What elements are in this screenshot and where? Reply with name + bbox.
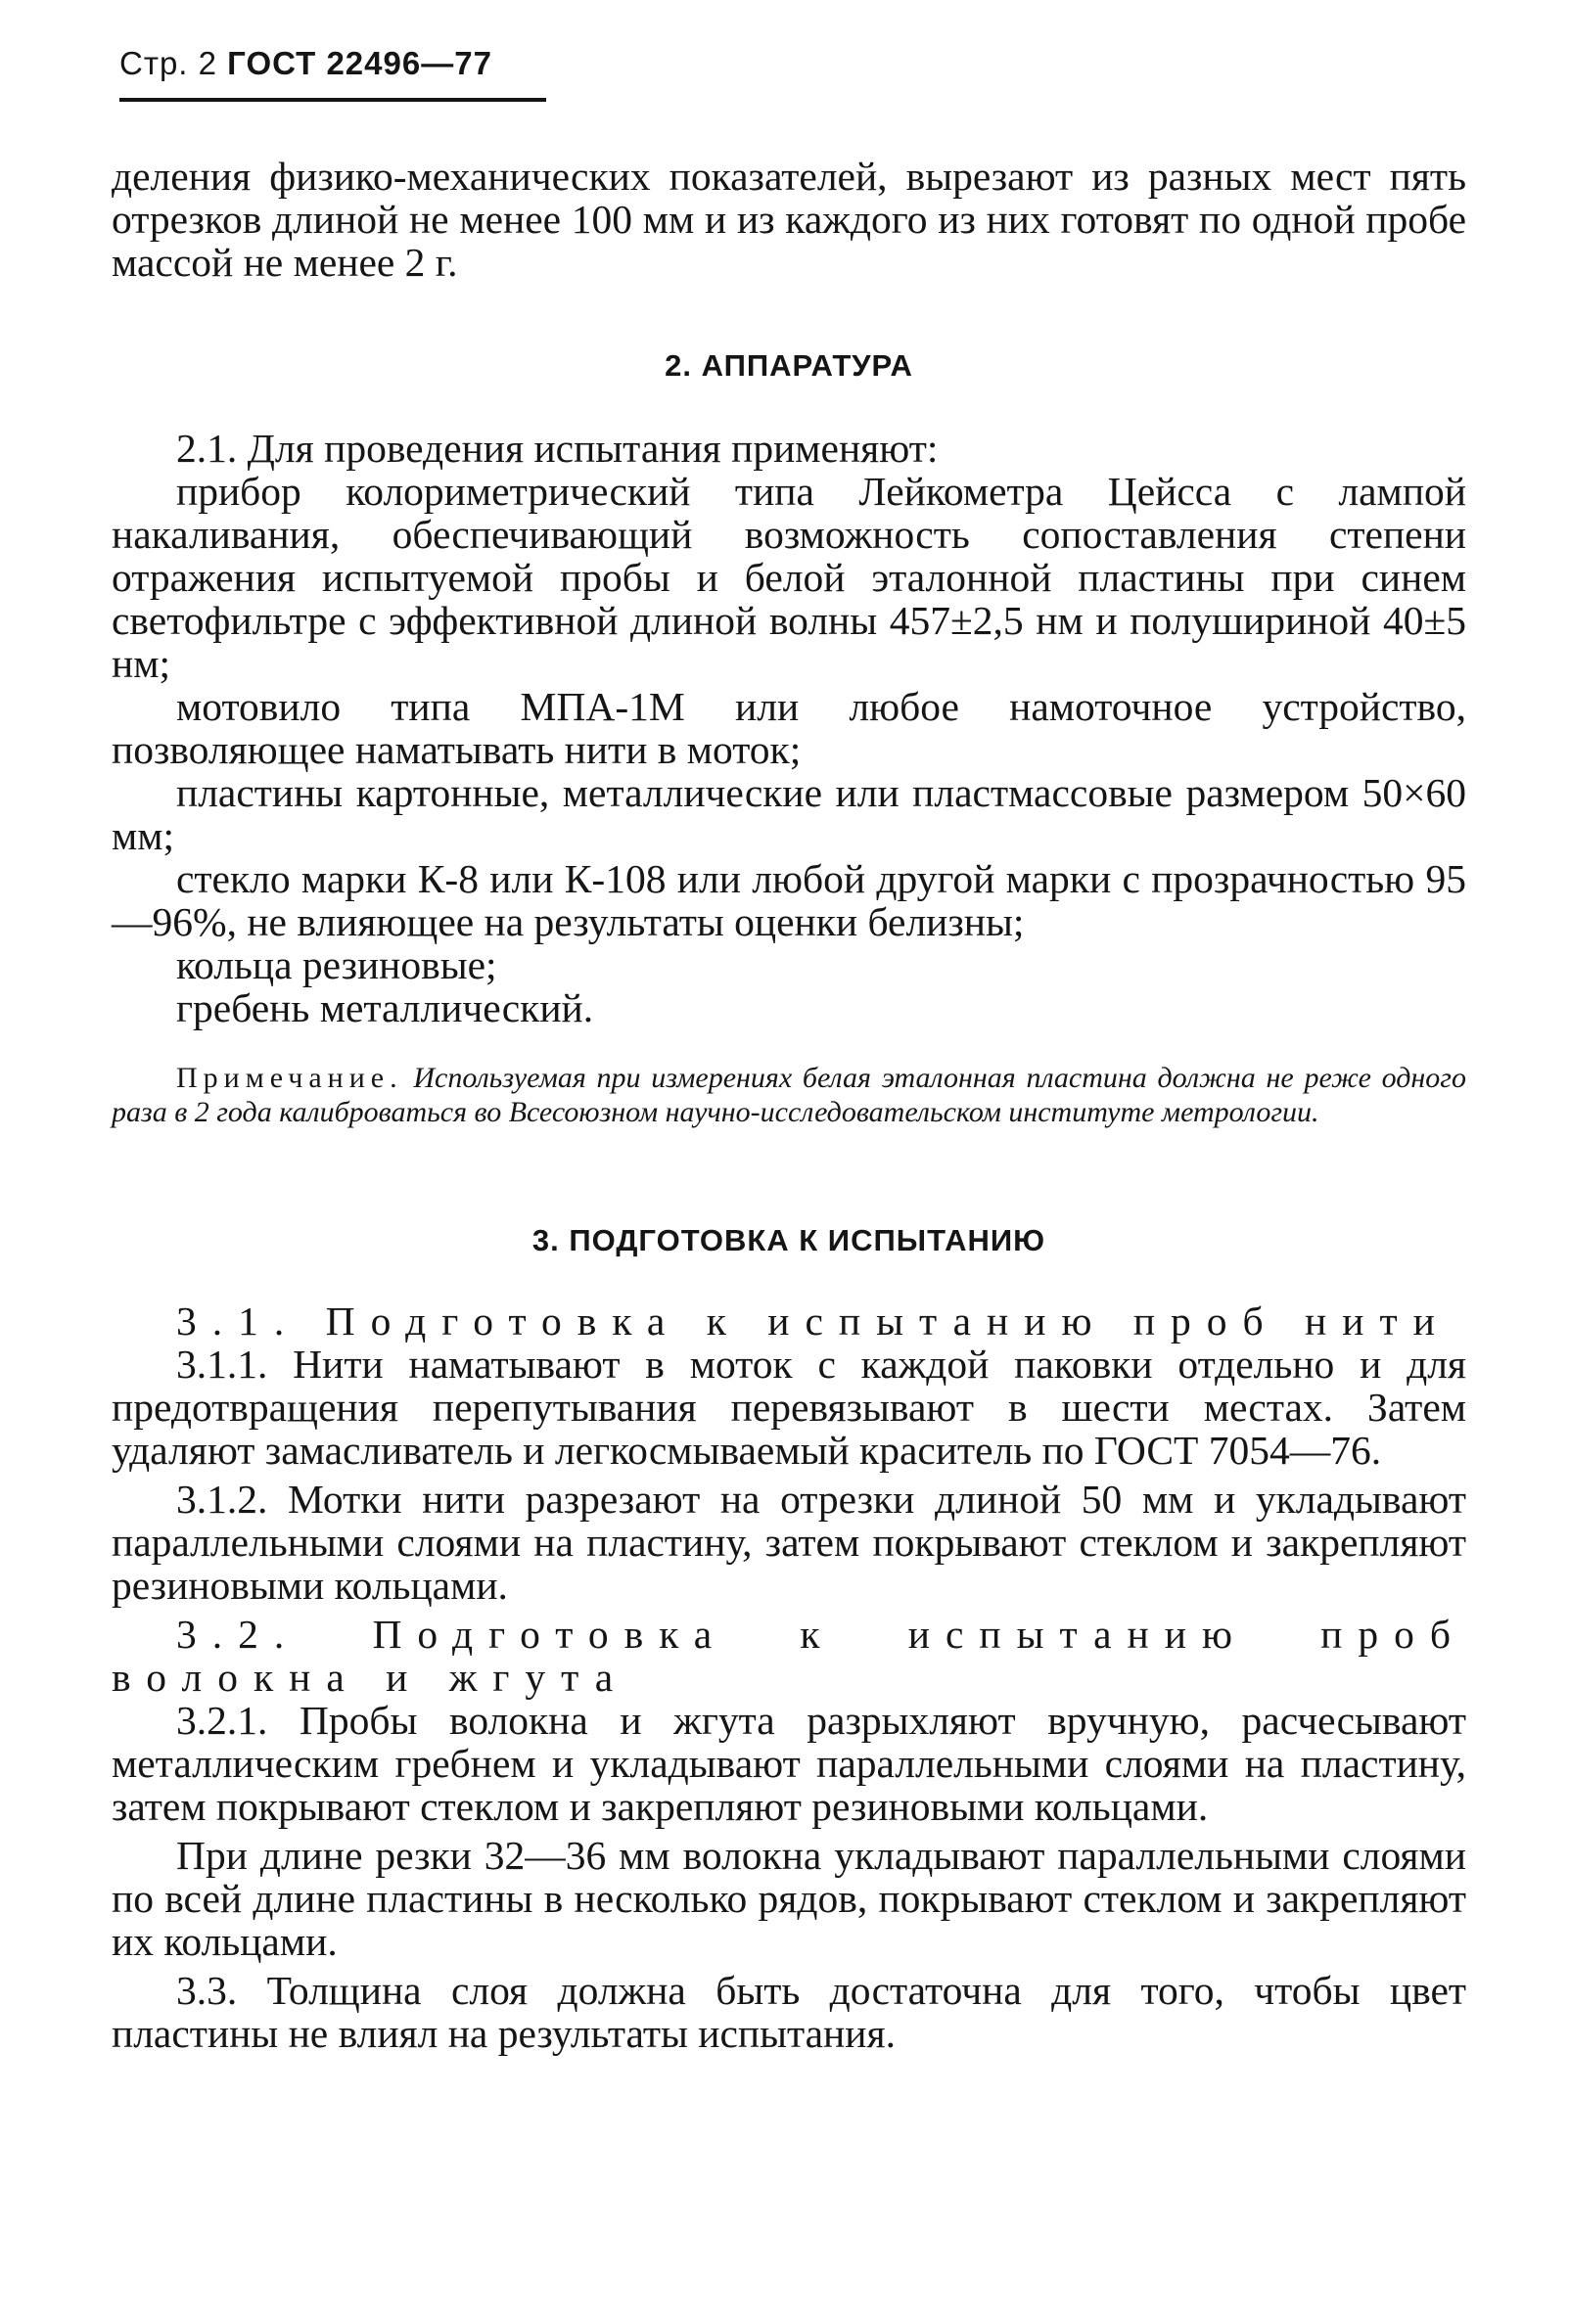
paragraph-3-2-1: 3.2.1. Пробы волокна и жгута разрыхляют вручную, расчесывают металлическим гребнем и укладывают параллельными слоями на пластину, затем покрывают стеклом и закрепляют резиновыми кольцами. (112, 1698, 1466, 1829)
equipment-item: кольца резиновые; (176, 942, 497, 987)
paragraph-3-1-2: 3.1.2. Мотки нити разрезают на отрезки длиной 50 мм и укладывают параллельными слоями на пластину, затем покрывают стеклом и закрепляют резиновыми кольцами. (112, 1477, 1466, 1608)
note-text: Используемая при измерениях белая эталонная пластина должна не реже одного раза в 2 года калиброваться во Всесоюзном научно-исследовательском институте метрологии. (112, 1062, 1466, 1128)
paragraph-2-1: 2.1. Для проведения испытания применяют: (176, 426, 939, 471)
section-2-body (112, 427, 1466, 1029)
intro-paragraph: деления физико-механических показателей, вырезают из разных мест пять отрезков длиной не менее 100 мм и из каждого из них готовят по одной пробе массой не менее 2 г. (112, 154, 1466, 285)
note-block (112, 1061, 1466, 1129)
equipment-item: пластины картонные, металлические или пластмассовые размером 50×60 мм; (112, 770, 1466, 858)
section-2-title: 2. АППАРАТУРА (665, 348, 913, 383)
running-header (119, 45, 492, 82)
subsection-3-2-heading: 3.2. Подготовка к испытанию проб волокна и жгута (112, 1612, 1466, 1700)
paragraph-3-1-1: 3.1.1. Нити наматывают в моток с каждой паковки отдельно и для предотвращения перепутывания перевязывают в шести местах. Затем удаляют замасливатель и легкосмываемый краситель по ГОСТ 7054—76. (112, 1342, 1466, 1473)
page-label: Стр. 2 (119, 45, 217, 81)
document-number: ГОСТ 22496—77 (227, 45, 492, 81)
header-rule (119, 98, 546, 102)
equipment-item: стекло марки К-8 или К-108 или любой другой марки с прозрачностью 95—96%, не влияющее на результаты оценки белизны; (112, 856, 1466, 944)
intro-block (112, 155, 1466, 284)
equipment-item: прибор колориметрический типа Лейкометра Цейсса с лампой накаливания, обеспечивающий возможность сопоставления степени отражения испытуемой пробы и белой эталонной пластины при синем светофильтре с эффективной длиной волны 457±2,5 нм и полушириной 40±5 нм; (112, 469, 1466, 686)
paragraph-3-3: 3.3. Толщина слоя должна быть достаточна для того, чтобы цвет пластины не влиял на результаты испытания. (112, 1968, 1466, 2056)
equipment-item: гребень металлический. (176, 985, 594, 1030)
paragraph-3-2-2: При длине резки 32—36 мм волокна укладывают параллельными слоями по всей длине пластины в несколько рядов, покрывают стеклом и закрепляют их кольцами. (112, 1833, 1466, 1964)
note-label: Примечание. (176, 1062, 403, 1094)
equipment-item: мотовило типа МПА-1М или любое намоточное устройство, позволяющее наматывать нити в моток; (112, 684, 1466, 772)
section-3-title: 3. ПОДГОТОВКА К ИСПЫТАНИЮ (531, 1223, 1046, 1257)
note-paragraph (112, 1061, 1466, 1129)
subsection-3-1-heading: 3.1. Подготовка к испытанию проб нити (176, 1299, 1451, 1344)
section-3-body (112, 1299, 1466, 2055)
